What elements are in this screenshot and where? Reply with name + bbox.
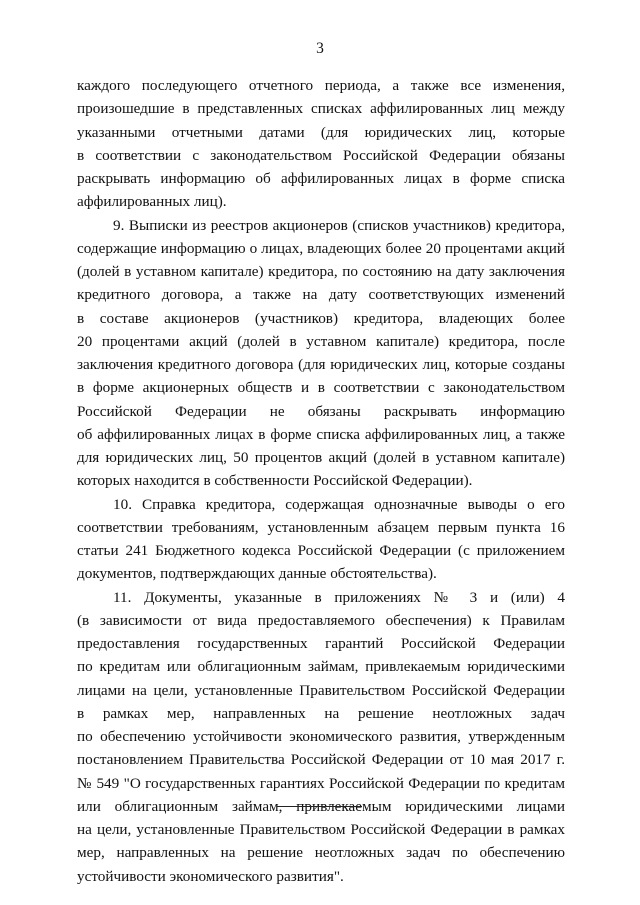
- text-line: (в зависимости от вида предоставляемого обеспечения) к Правилам: [77, 611, 565, 629]
- text-line: в соответствии с законодательством Российской Федерации обязаны: [77, 146, 565, 164]
- text-line: для юридических лиц, 50 процентов акций (долей в уставном капитале): [77, 449, 565, 466]
- text-line: Российской Федерации не обязаны раскрывать информацию: [77, 402, 565, 420]
- text-line: которых находится в собственности Российской Федерации).: [77, 472, 473, 490]
- text-line: устойчивости экономического развития".: [77, 867, 344, 885]
- text-line: документов, подтверждающих данные обстоятельства).: [77, 565, 437, 583]
- text-line: (долей в уставном капитале) кредитора, по состоянию на дату заключения: [77, 263, 565, 280]
- text-line: на цели, установленные Правительством Российской Федерации в рамках: [77, 821, 565, 838]
- text-line: по кредитам или облигационным займам, привлекаемым юридическими: [77, 658, 565, 676]
- text-line: постановлением Правительства Российской Федерации от 10 мая 2017 г.: [77, 751, 565, 769]
- text-line: об аффилированных лицах в форме списка аффилированных лиц, а также: [77, 425, 565, 443]
- text-line: указанными отчетными датами (для юридических лиц, которые: [77, 123, 565, 141]
- text-line: 20 процентами акций (долей в уставном капитале) кредитора, после: [77, 332, 565, 350]
- text-line: статьи 241 Бюджетного кодекса Российской Федерации (с приложением: [77, 542, 565, 559]
- closing-rule: [277, 806, 362, 807]
- text-line: № 549 "О государственных гарантиях Российской Федерации по кредитам: [77, 774, 565, 792]
- text-line: содержащие информацию о лицах, владеющих более 20 процентами акций: [77, 239, 565, 257]
- text-line: каждого последующего отчетного периода, а также все изменения,: [77, 77, 565, 94]
- text-line: соответствии требованиям, установленным абзацем первым пункта 16: [77, 518, 565, 536]
- text-line: предоставления государственных гарантий Российской Федерации: [77, 635, 565, 652]
- paragraph-first-line: 9. Выписки из реестров акционеров (списков участников) кредитора,: [113, 216, 565, 234]
- paragraph-first-line: 11. Документы, указанные в приложениях № 3 и (или) 4: [113, 588, 565, 606]
- paragraph-first-line: 10. Справка кредитора, содержащая однозначные выводы о его: [113, 495, 565, 513]
- text-line: раскрывать информацию об аффилированных лицах в форме списка: [77, 170, 565, 187]
- text-line: в форме акционерных обществ и в соответствии с законодательством: [77, 379, 565, 397]
- text-line: кредитного договора, а также на дату соответствующих изменений: [77, 286, 565, 304]
- text-line: мер, направленных на решение неотложных задач по обеспечению: [77, 844, 565, 862]
- text-line: в составе акционеров (участников) кредитора, владеющих более: [77, 309, 565, 327]
- text-line: произошедшие в представленных списках аффилированных лиц между: [77, 100, 565, 118]
- body-text: [77, 74, 565, 888]
- text-line: заключения кредитного договора (для юридических лиц, которые созданы: [77, 356, 565, 373]
- text-line: лицами на цели, установленные Правительством Российской Федерации: [77, 681, 565, 699]
- page-number: 3: [316, 40, 324, 57]
- text-line: или облигационным займам, привлекаемым юридическими лицами: [77, 797, 565, 815]
- text-line: в рамках мер, направленных на решение неотложных задач: [77, 704, 565, 722]
- text-line: аффилированных лиц).: [77, 193, 227, 211]
- text-line: по обеспечению устойчивости экономического развития, утвержденным: [77, 728, 565, 745]
